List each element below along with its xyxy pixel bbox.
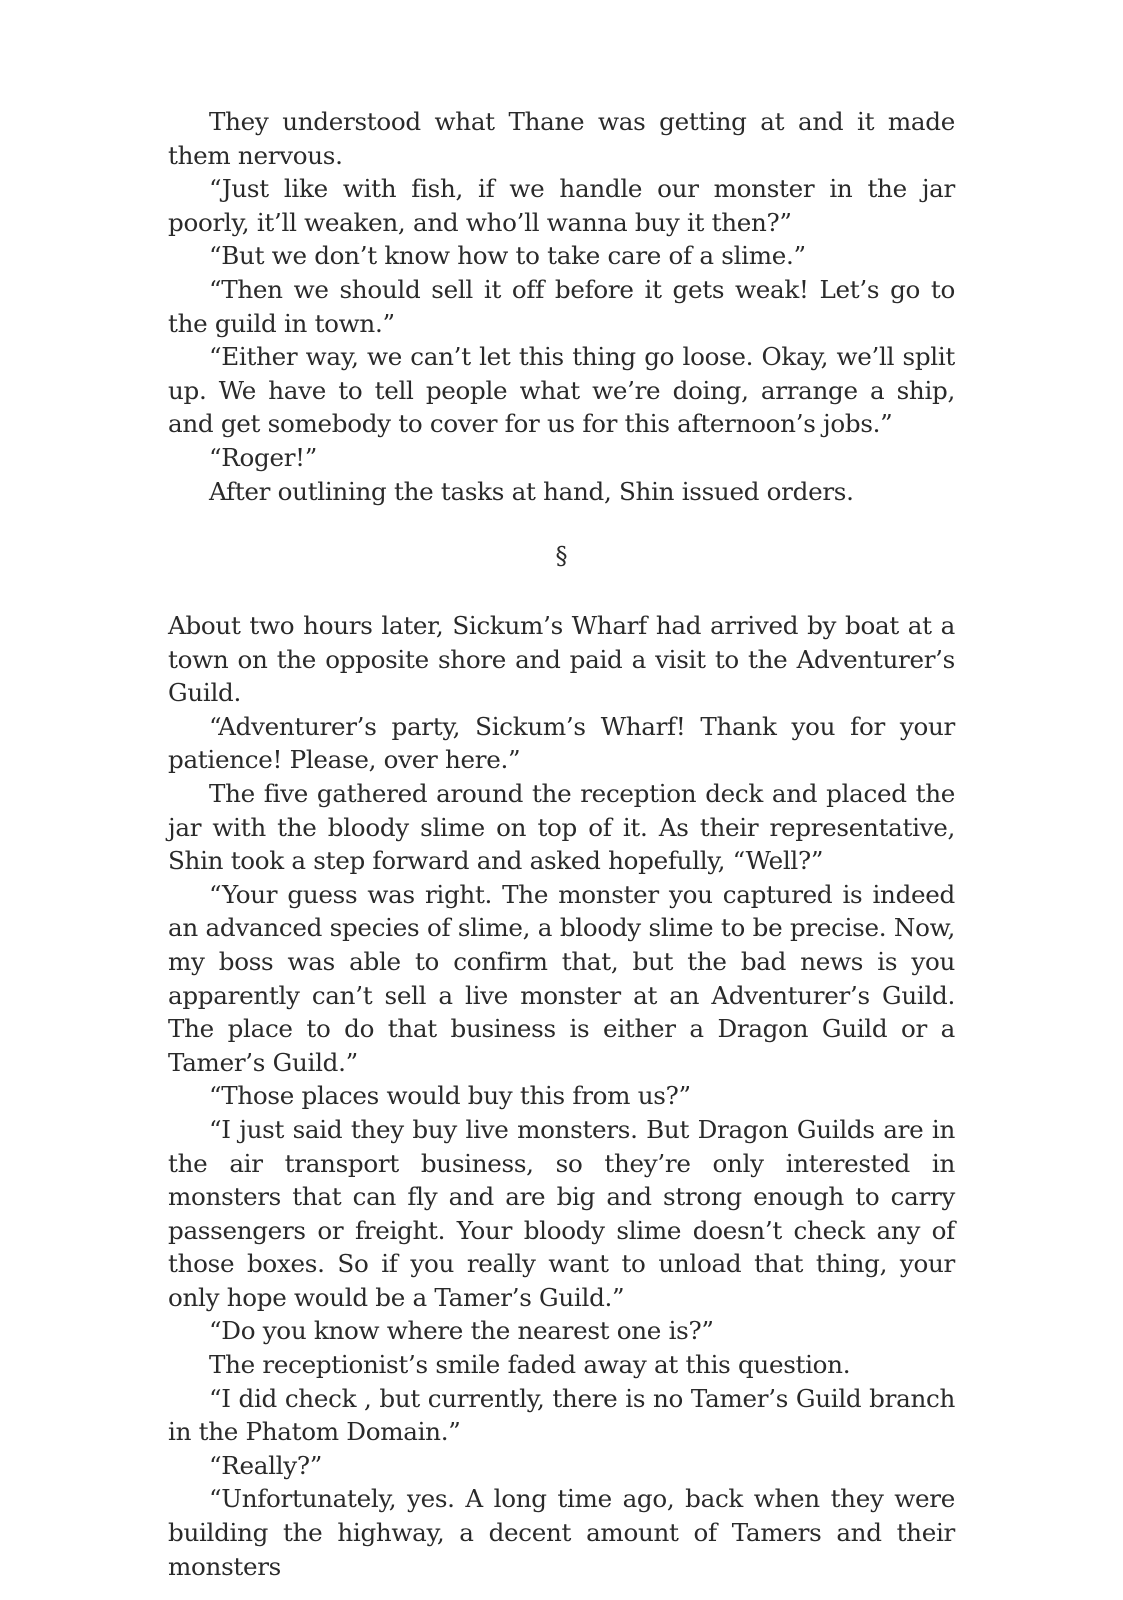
paragraph: “Adventurer’s party, Sickum’s Wharf! Thank you for your patience! Please, over here.” (168, 711, 955, 775)
paragraph: “Then we should sell it off before it gets weak! Let’s go to the guild in town.” (168, 274, 955, 338)
paragraph: After outlining the tasks at hand, Shin issued orders. (209, 476, 854, 506)
paragraph: They understood what Thane was getting at and it made them nervous. (168, 107, 955, 170)
section-two-text (168, 609, 955, 1583)
paragraph: “Roger!” (209, 442, 318, 472)
paragraph: “But we don’t know how to take care of a slime.” (209, 241, 806, 271)
scene-break-symbol: § (555, 542, 568, 570)
paragraph: “Just like with fish, if we handle our monster in the jar poorly, it’ll weaken, and who’ll wanna buy it then?” (168, 174, 955, 237)
paragraph: “Unfortunately, yes. A long time ago, back when they were building the highway, a decent amount of Tamers and their monsters (168, 1484, 955, 1581)
paragraph: “Your guess was right. The monster you captured is indeed an advanced species of slime, a bloody slime to be precise. Now, my boss was able to confirm that, but the bad news is you apparently can’t sell a live monster at an Adventurer’s Guild. The place to do that business is either a Dragon Guild or a Tamer’s Guild.” (168, 879, 955, 1077)
paragraph: “I did check , but currently, there is no Tamer’s Guild branch in the Phatom Domain.” (168, 1383, 955, 1447)
paragraph: The five gathered around the reception deck and placed the jar with the bloody slime on top of it. As their representative, Shin took a step forward and asked hopefully, “Well?” (168, 778, 955, 876)
paragraph: “Really?” (209, 1450, 322, 1480)
paragraph: About two hours later, Sickum’s Wharf had arrived by boat at a town on the opposite shore and paid a visit to the Adventurer’s Guild. (168, 611, 955, 708)
paragraph: “Do you know where the nearest one is?” (209, 1316, 714, 1346)
paragraph: The receptionist’s smile faded away at this question. (209, 1350, 851, 1380)
paragraph: “I just said they buy live monsters. But Dragon Guilds are in the air transport business, so they’re only interested in monsters that can fly and are big and strong enough to carry passengers or freight. Your bloody slime doesn’t check any of those boxes. So if you really want to unload that thing, your only hope would be a Tamer’s Guild.” (168, 1114, 955, 1312)
section-one-text (168, 105, 955, 508)
paragraph: “Those places would buy this from us?” (209, 1081, 691, 1111)
paragraph: “Either way, we can’t let this thing go loose. Okay, we’ll split up. We have to tell people what we’re doing, arrange a ship, and get somebody to cover for us for this afternoon’s jobs.” (168, 342, 955, 439)
